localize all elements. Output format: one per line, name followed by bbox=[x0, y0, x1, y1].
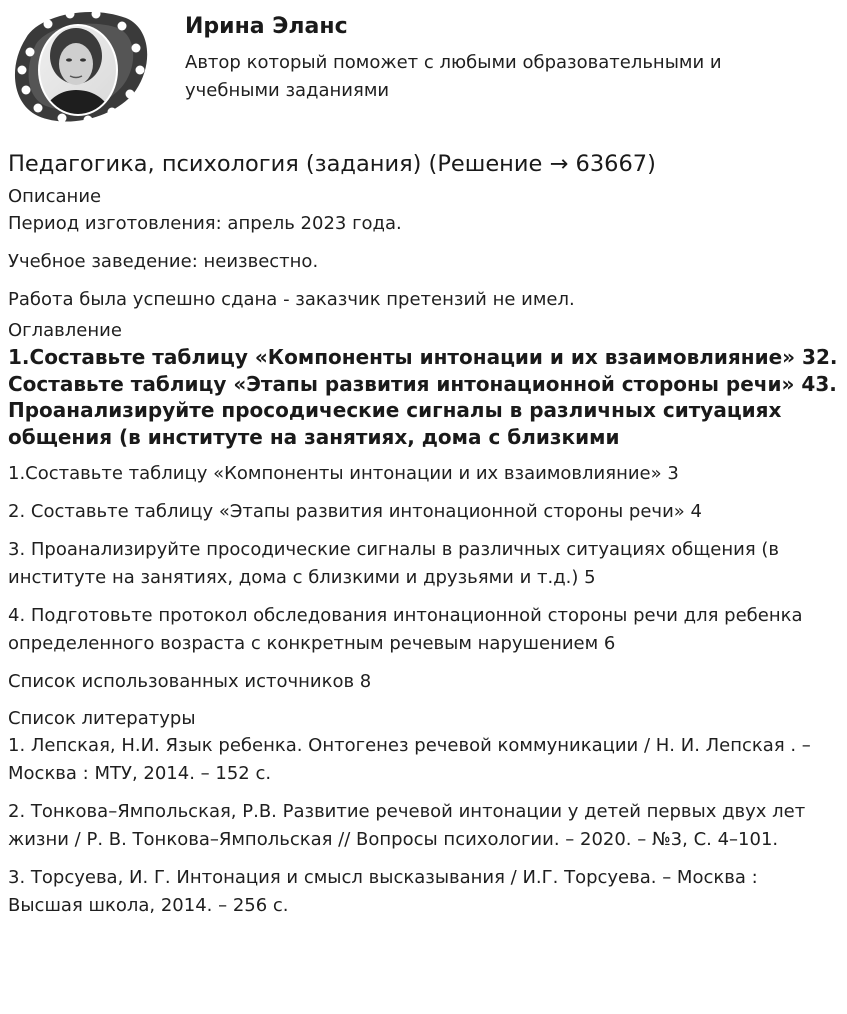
main-content bbox=[8, 148, 838, 920]
film-strip-avatar-icon bbox=[8, 8, 150, 126]
author-name: Ирина Эланс bbox=[185, 14, 348, 39]
author-description: Автор который поможет с любыми образовательными и учебными заданиями bbox=[185, 52, 722, 101]
description-period: Период изготовления: апрель 2023 года. bbox=[8, 213, 402, 234]
description-status: Работа была успешно сдана - заказчик претензий не имел. bbox=[8, 289, 575, 310]
toc-summary: 1.Составьте таблицу «Компоненты интонации и их взаимовлияние» 32. Составьте таблицу «Этапы развития интонационной стороны речи» 43. Проанализируйте просодические сигналы в различных ситуациях общения (в институте на занятиях, дома с близкими bbox=[8, 345, 838, 449]
toc-item: 1.Составьте таблицу «Компоненты интонации и их взаимовлияние» 3 bbox=[8, 463, 679, 484]
toc-item: 3. Проанализируйте просодические сигналы в различных ситуациях общения (в институте на занятиях, дома с близкими и друзьями и т.д.) 5 bbox=[8, 539, 780, 588]
toc-item-sources: Список использованных источников 8 bbox=[8, 671, 372, 692]
literature-item: 2. Тонкова–Ямпольская, Р.В. Развитие речевой интонации у детей первых двух лет жизни / Р. В. Тонкова–Ямпольская // Вопросы психологии. – 2020. – №3, С. 4–101. bbox=[8, 801, 806, 850]
literature-item: 1. Лепская, Н.И. Язык ребенка. Онтогенез речевой коммуникации / Н. И. Лепская . – Москва : МТУ, 2014. – 152 с. bbox=[8, 735, 811, 784]
page-title: Педагогика, психология (задания) (Решение → 63667) bbox=[8, 151, 656, 177]
description-institution: Учебное заведение: неизвестно. bbox=[8, 251, 319, 272]
literature-label: Список литературы bbox=[8, 708, 196, 729]
avatar bbox=[8, 8, 150, 126]
toc-item: 4. Подготовьте протокол обследования интонационной стороны речи для ребенка определенного возраста с конкретным речевым нарушением 6 bbox=[8, 605, 803, 654]
description-label: Описание bbox=[8, 186, 102, 207]
toc-label: Оглавление bbox=[8, 320, 122, 341]
author-header bbox=[8, 8, 838, 128]
toc-item: 2. Составьте таблицу «Этапы развития интонационной стороны речи» 4 bbox=[8, 501, 702, 522]
literature-item: 3. Торсуева, И. Г. Интонация и смысл высказывания / И.Г. Торсуева. – Москва : Высшая школа, 2014. – 256 с. bbox=[8, 867, 758, 916]
